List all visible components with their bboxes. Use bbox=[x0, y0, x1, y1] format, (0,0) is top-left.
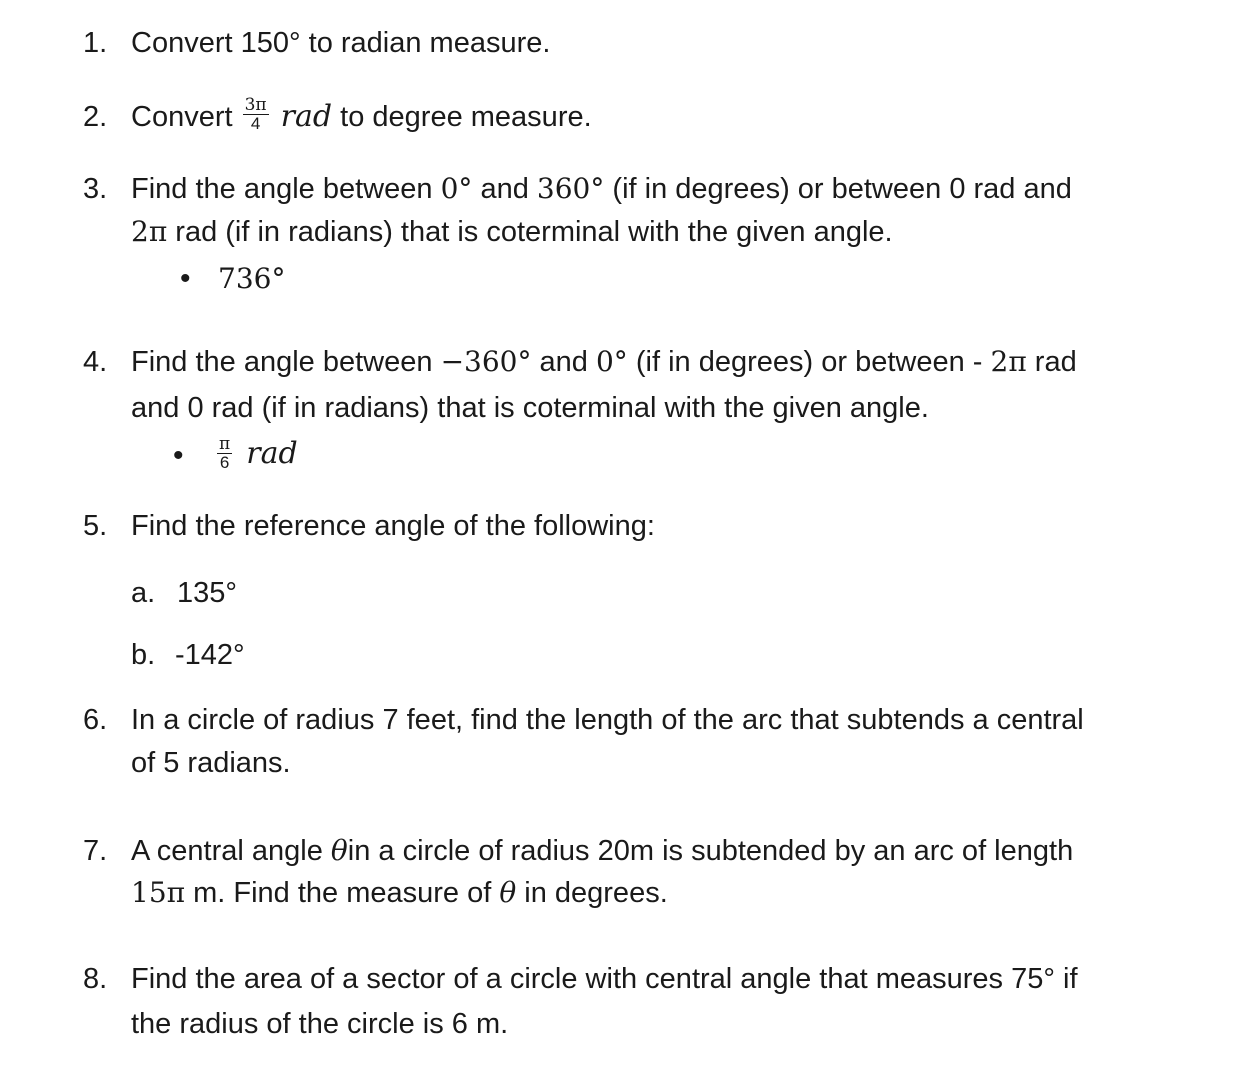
text-segment: Find the angle between bbox=[131, 173, 433, 205]
question-4-number: 4. bbox=[83, 346, 108, 378]
fraction-denominator: 4 bbox=[250, 113, 261, 133]
question-3-line-2 bbox=[131, 214, 893, 250]
fraction-numerator: π bbox=[219, 433, 231, 454]
question-3-number: 3. bbox=[83, 173, 108, 205]
question-2-text bbox=[131, 94, 592, 137]
bullet-icon: • bbox=[180, 262, 191, 295]
math-segment: 360° bbox=[536, 172, 605, 205]
question-4-line-1 bbox=[131, 344, 1077, 380]
text-segment: rad bbox=[1034, 346, 1077, 378]
question-7-line-1 bbox=[131, 833, 1073, 869]
question-3-angle: 736° bbox=[218, 262, 286, 295]
question-3-line-1 bbox=[131, 171, 1072, 207]
question-7-number: 7. bbox=[83, 835, 108, 867]
question-7-line-2 bbox=[131, 875, 668, 911]
text-segment: (if in degrees) or between - bbox=[635, 346, 983, 378]
text-segment: and bbox=[480, 173, 529, 205]
question-4-unit: rad bbox=[246, 436, 298, 471]
text-segment: in a circle of radius 20m is subtended by an arc of length bbox=[347, 835, 1074, 867]
math-segment: θ bbox=[330, 834, 348, 867]
question-5-text: Find the reference angle of the following: bbox=[131, 510, 655, 542]
question-8-line-2: the radius of the circle is 6 m. bbox=[131, 1008, 509, 1040]
math-segment: 2π bbox=[990, 345, 1027, 378]
question-4-line-2: and 0 rad (if in radians) that is coterminal with the given angle. bbox=[131, 392, 929, 424]
question-5b-label: b. bbox=[131, 639, 156, 671]
question-2-unit: rad bbox=[280, 99, 333, 134]
question-2-number: 2. bbox=[83, 101, 108, 133]
question-6-number: 6. bbox=[83, 704, 108, 736]
text-segment: and bbox=[539, 346, 588, 378]
text-segment: A central angle bbox=[131, 835, 323, 867]
math-segment: 2π bbox=[131, 215, 168, 248]
question-6-line-1: In a circle of radius 7 feet, find the length of the arc that subtends a central bbox=[131, 704, 1084, 736]
text-segment: Find the angle between bbox=[131, 346, 433, 378]
question-8-line-1: Find the area of a sector of a circle with central angle that measures 75° if bbox=[131, 963, 1078, 995]
text-segment: rad (if in radians) that is coterminal with the given angle. bbox=[175, 216, 893, 248]
fraction-denominator: 6 bbox=[219, 452, 230, 472]
question-5a-label: a. bbox=[131, 577, 156, 609]
question-2-fraction bbox=[243, 96, 269, 133]
math-segment: θ bbox=[499, 876, 517, 909]
math-segment: 0° bbox=[595, 345, 628, 378]
math-segment: 0° bbox=[440, 172, 473, 205]
math-segment: 15π bbox=[131, 876, 186, 909]
text-segment: m. Find the measure of bbox=[193, 877, 492, 909]
question-5a-value: 135° bbox=[177, 577, 237, 609]
question-1-text: Convert 150° to radian measure. bbox=[131, 27, 551, 59]
text-segment: in degrees. bbox=[524, 877, 668, 909]
question-4-fraction bbox=[217, 435, 232, 472]
question-6-line-2: of 5 radians. bbox=[131, 747, 291, 779]
bullet-icon: • bbox=[173, 439, 184, 472]
question-2-lead: Convert bbox=[131, 101, 233, 133]
text-segment: (if in degrees) or between 0 rad and bbox=[612, 173, 1072, 205]
question-5b-value: -142° bbox=[175, 639, 245, 671]
fraction-numerator: 3π bbox=[244, 94, 267, 115]
question-2-tail: to degree measure. bbox=[340, 101, 592, 133]
question-4-angle bbox=[217, 433, 298, 474]
question-1-number: 1. bbox=[83, 27, 108, 59]
question-8-number: 8. bbox=[83, 963, 108, 995]
math-segment: −360° bbox=[440, 345, 532, 378]
question-5-number: 5. bbox=[83, 510, 108, 542]
